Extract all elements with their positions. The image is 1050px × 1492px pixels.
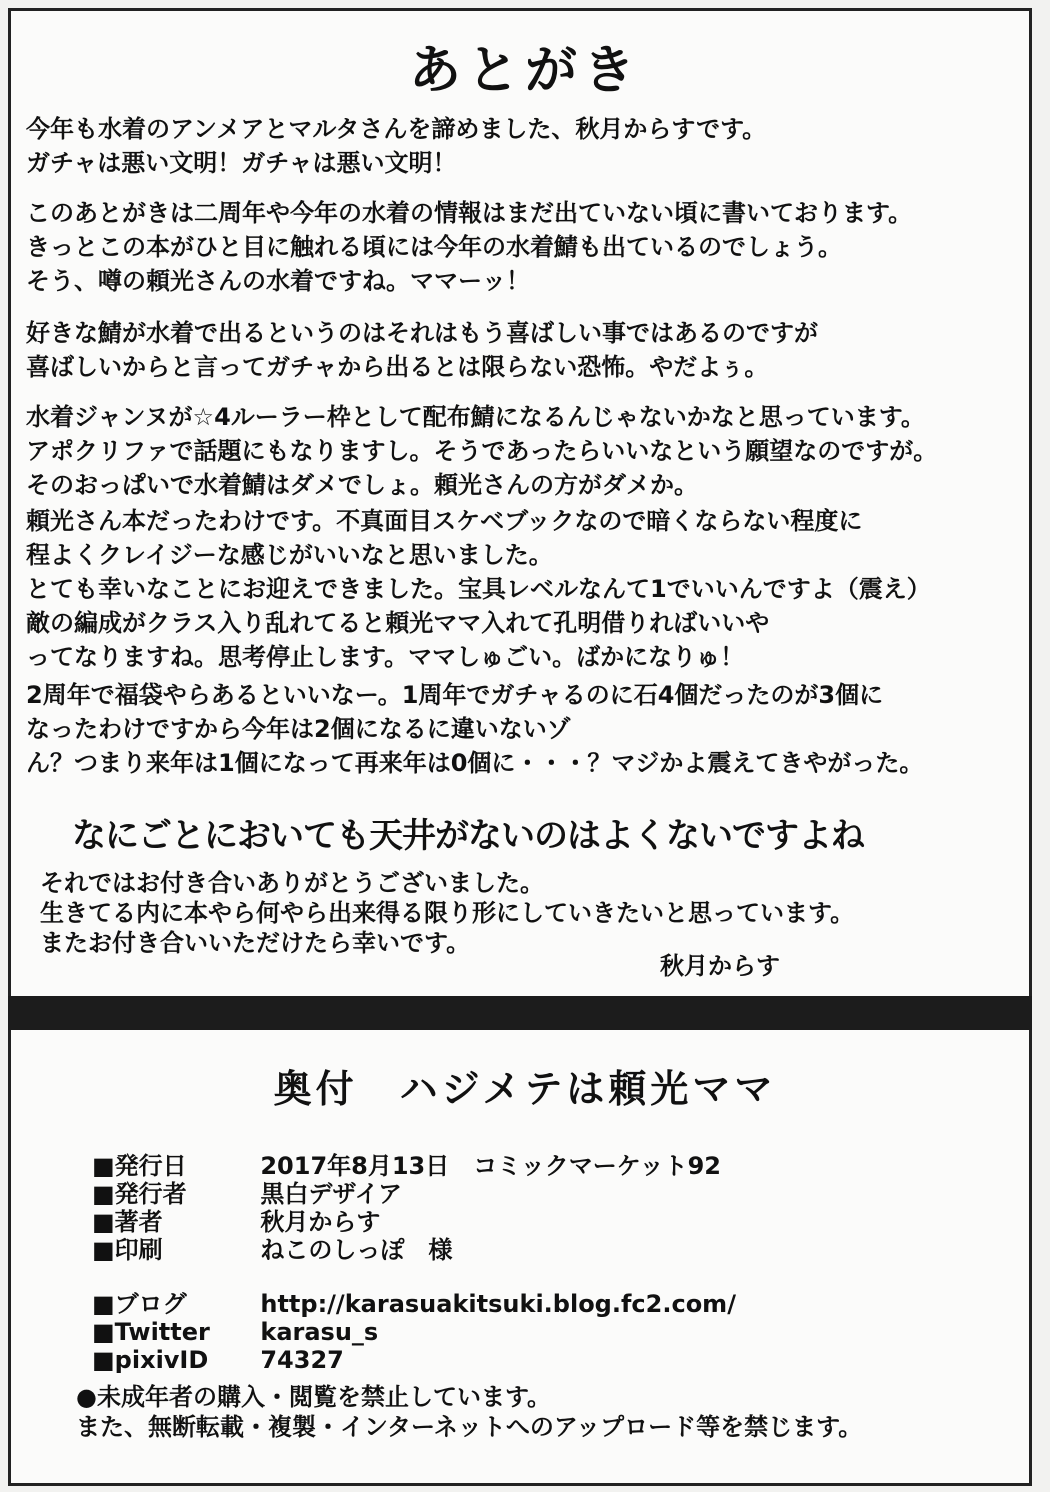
paragraph-5 (26, 504, 1026, 674)
notice-line: ●未成年者の購入・閲覧を禁止しています。 (76, 1383, 552, 1411)
section-divider (8, 996, 1032, 1030)
info-label: ■発行者 (92, 1180, 187, 1208)
closing-remarks (40, 868, 1000, 958)
text-line: ん？つまり来年は1個になって再来年は0個に・・・？マジかよ震えてきやがった。 (26, 749, 924, 777)
author-signature: 秋月からす (660, 952, 780, 980)
info-label: ■pixivID (92, 1346, 209, 1374)
info-label: ■発行日 (92, 1152, 187, 1180)
text-line: またお付き合いいただけたら幸いです。 (40, 929, 471, 957)
info-value: 黒白デザイア (260, 1180, 402, 1208)
text-line: 頼光さん本だったわけです。不真面目スケベブックなので暗くならない程度に (26, 507, 863, 535)
twitter-handle: karasu_s (260, 1318, 379, 1346)
text-line: なったわけですから今年は2個になるに違いないゾ (26, 715, 571, 743)
text-line: そのおっぱいで水着鯖はダメでしょ。頼光さんの方がダメか。 (26, 471, 698, 499)
pixiv-id: 74327 (260, 1346, 344, 1374)
text-line: ガチャは悪い文明！ガチャは悪い文明！ (26, 149, 457, 177)
text-line: 敵の編成がクラス入り乱れてると頼光ママ入れて孔明借りればいいや (26, 609, 770, 637)
page-title: あとがき (408, 41, 641, 101)
text-line: それではお付き合いありがとうございました。 (40, 869, 544, 897)
info-label: ■Twitter (92, 1318, 210, 1346)
paragraph-1 (26, 112, 1026, 180)
text-line: とても幸いなことにお迎えできました。宝具レベルなんて1でいいんですよ（震え） (26, 575, 931, 603)
text-line: 喜ばしいからと言ってガチャから出るとは限らない恐怖。やだよぅ。 (26, 353, 769, 381)
text-line: 今年も水着のアンメアとマルタさんを諦めました、秋月からすです。 (26, 115, 767, 143)
text-line: 水着ジャンヌが☆4ルーラー枠として配布鯖になるんじゃないかなと思っています。 (26, 403, 925, 431)
text-line: 2周年で福袋やらあるといいなー。1周年でガチャるのに石4個だったのが3個に (26, 681, 884, 709)
text-line: ってなりますね。思考停止します。ママしゅごい。ばかになりゅ！ (26, 643, 745, 671)
text-line: 生きてる内に本やら何やら出来得る限り形にしていきたいと思っています。 (40, 899, 855, 927)
text-line: 程よくクレイジーな感じがいいなと思いました。 (26, 541, 553, 569)
info-row-twitter (92, 1318, 378, 1346)
info-row-publish-date (92, 1152, 721, 1180)
info-label: ■印刷 (92, 1236, 163, 1264)
blog-url-link[interactable]: http://karasuakitsuki.blog.fc2.com/ (260, 1290, 736, 1318)
notice-line: また、無断転載・複製・インターネットへのアップロード等を禁じます。 (76, 1413, 863, 1441)
paragraph-2 (26, 196, 1026, 298)
info-row-pixiv (92, 1346, 344, 1374)
info-label: ■ブログ (92, 1290, 187, 1318)
paragraph-3 (26, 316, 1026, 384)
info-row-printer (92, 1236, 452, 1264)
text-line: きっとこの本がひと目に触れる頃には今年の水着鯖も出ているのでしょう。 (26, 233, 842, 261)
text-line: そう、噂の頼光さんの水着ですね。ママーッ！ (26, 267, 530, 295)
info-row-publisher (92, 1180, 402, 1208)
info-row-author (92, 1208, 380, 1236)
paragraph-6 (26, 678, 1026, 780)
paragraph-4 (26, 400, 1026, 502)
info-row-blog (92, 1290, 736, 1318)
info-value: ねこのしっぽ 様 (260, 1236, 453, 1264)
info-value: 2017年8月13日 コミックマーケット92 (260, 1152, 721, 1180)
text-line: アポクリファで話題にもなりますし。そうであったらいいなという願望なのですが。 (26, 437, 938, 465)
text-line: 好きな鯖が水着で出るというのはそれはもう喜ばしい事ではあるのですが (26, 319, 818, 347)
text-line: このあとがきは二周年や今年の水着の情報はまだ出ていない頃に書いております。 (26, 199, 913, 227)
slogan-heading: なにごとにおいても天井がないのはよくないですよね (72, 816, 864, 856)
info-value: 秋月からす (260, 1208, 381, 1236)
info-label: ■著者 (92, 1208, 163, 1236)
colophon-title: 奥付 ハジメテは頼光ママ (273, 1067, 777, 1111)
